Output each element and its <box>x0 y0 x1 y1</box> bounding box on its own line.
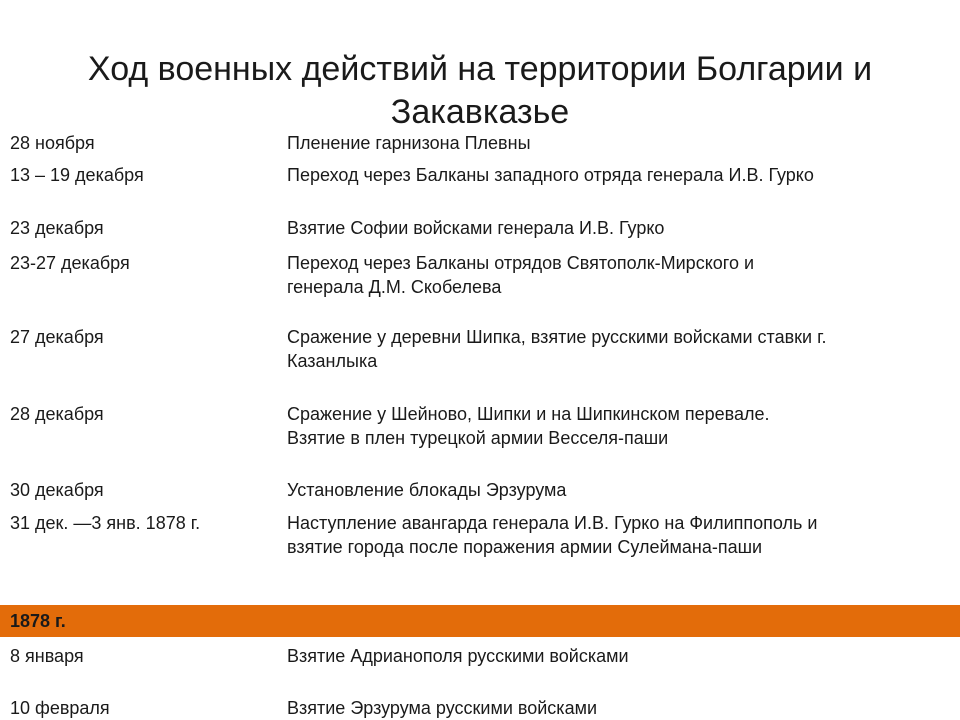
row-event-line1: Сражение у деревни Шипка, взятие русскими войсками ставки г. <box>287 327 827 347</box>
row-event: Взятие Эрзурума русскими войсками <box>287 698 598 718</box>
row-date: 23 декабря <box>10 218 104 238</box>
row-event-line2: взятие города после поражения армии Сулеймана-паши <box>287 537 763 557</box>
row-date: 28 ноября <box>10 133 95 153</box>
row-date: 13 – 19 декабря <box>10 165 144 185</box>
row-event <box>287 325 952 373</box>
row-date: 31 дек. —3 янв. 1878 г. <box>10 513 201 533</box>
row-event-line2: Взятие в плен турецкой армии Весселя-паши <box>287 428 669 448</box>
year-band-1878 <box>0 605 960 637</box>
row-date: 27 декабря <box>10 327 104 347</box>
row-date: 10 февраля <box>10 698 110 718</box>
row-event-line2: Казанлыка <box>287 351 378 371</box>
row-event: Пленение гарнизона Плевны <box>287 133 531 153</box>
row-date: 28 декабря <box>10 404 104 424</box>
row-event: Взятие Адрианополя русскими войсками <box>287 646 629 666</box>
row-date: 8 января <box>10 646 84 666</box>
row-event-line2: генерала Д.М. Скобелева <box>287 277 502 297</box>
row-date: 30 декабря <box>10 480 104 500</box>
row-event <box>287 511 952 559</box>
row-event: Переход через Балканы западного отряда генерала И.В. Гурко <box>287 165 814 185</box>
row-event: Взятие Софии войсками генерала И.В. Гурко <box>287 218 665 238</box>
year-label: 1878 г. <box>10 611 66 631</box>
slide-title-line1: Ход военных действий на территории Болгарии и <box>87 50 873 88</box>
row-date: 23-27 декабря <box>10 253 130 273</box>
row-event <box>287 251 952 299</box>
slide-title-line2: Закавказье <box>390 93 570 131</box>
slide-title <box>60 48 900 134</box>
row-event: Установление блокады Эрзурума <box>287 480 567 500</box>
row-event-line1: Переход через Балканы отрядов Святополк-Мирского и <box>287 253 755 273</box>
row-event-line1: Наступление авангарда генерала И.В. Гурко на Филиппополь и <box>287 513 818 533</box>
row-event <box>287 402 952 450</box>
row-event-line1: Сражение у Шейново, Шипки и на Шипкинском перевале. <box>287 404 770 424</box>
